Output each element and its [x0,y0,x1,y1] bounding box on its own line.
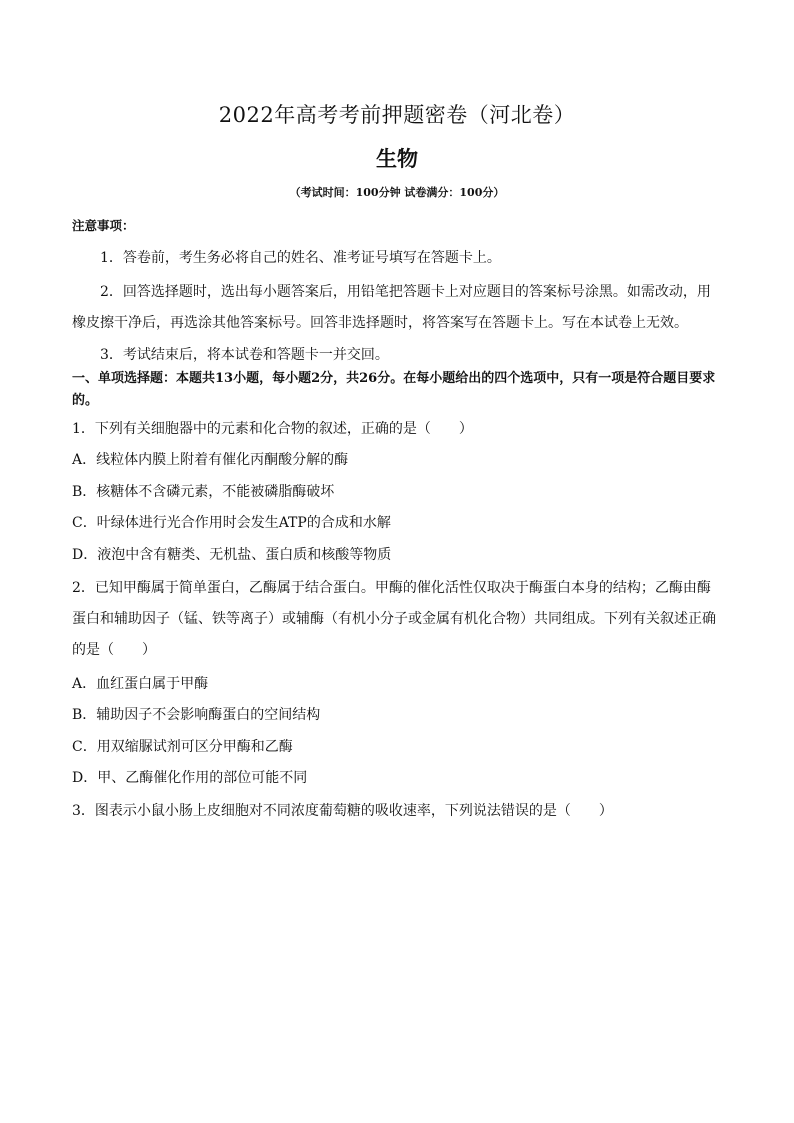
exam-title: 2022年高考考前押题密卷（河北卷） [218,103,576,127]
notice-heading: 注意事项： [72,218,135,233]
question-1-option-a: A．线粒体内膜上附着有催化丙酮酸分解的酶 [72,452,349,468]
question-2-option-c: C．用双缩脲试剂可区分甲酶和乙酶 [72,739,293,755]
question-1-option-c: C．叶绿体进行光合作用时会发生ATP的合成和水解 [72,515,391,531]
question-1-option-b: B．核糖体不含磷元素，不能被磷脂酶破坏 [72,484,335,500]
question-1-stem: 1．下列有关细胞器中的元素和化合物的叙述，正确的是（ ） [72,421,473,437]
exam-time-info: （考试时间：100分钟 试卷满分：100分） [289,186,505,199]
notice-item-1: 1．答卷前，考生务必将自己的姓名、准考证号填写在答题卡上。 [100,250,501,266]
question-2-stem: 2．已知甲酶属于简单蛋白，乙酶属于结合蛋白。甲酶的催化活性仅取决于酶蛋白本身的结构；乙酶由酶蛋白和辅助因子（锰、铁等离子）或辅酶（有机小分子或金属有机化合物）共同组成。下列有关叙述正确的是（ ） [72,580,716,658]
notice-item-2: 2．回答选择题时，选出每小题答案后，用铅笔把答题卡上对应题目的答案标号涂黑。如需改动，用橡皮擦干净后，再选涂其他答案标号。回答非选择题时，将答案写在答题卡上。写在本试卷上无效。 [72,284,711,331]
question-2-option-d: D．甲、乙酶催化作用的部位可能不同 [72,770,308,786]
notice-item-3: 3．考试结束后，将本试卷和答题卡一并交回。 [100,347,389,363]
question-2-option-b: B．辅助因子不会影响酶蛋白的空间结构 [72,707,321,723]
question-1-option-d: D．液泡中含有糖类、无机盐、蛋白质和核酸等物质 [72,547,392,563]
section-heading: 一、单项选择题：本题共13小题，每小题2分，共26分。在每小题给出的四个选项中，只有一项是符合题目要求的。 [72,371,716,408]
question-3-stem: 3．图表示小鼠小肠上皮细胞对不同浓度葡萄糖的吸收速率，下列说法错误的是（ ） [72,803,613,819]
subject-title: 生物 [376,146,418,171]
question-2-option-a: A．血红蛋白属于甲酶 [72,676,209,692]
